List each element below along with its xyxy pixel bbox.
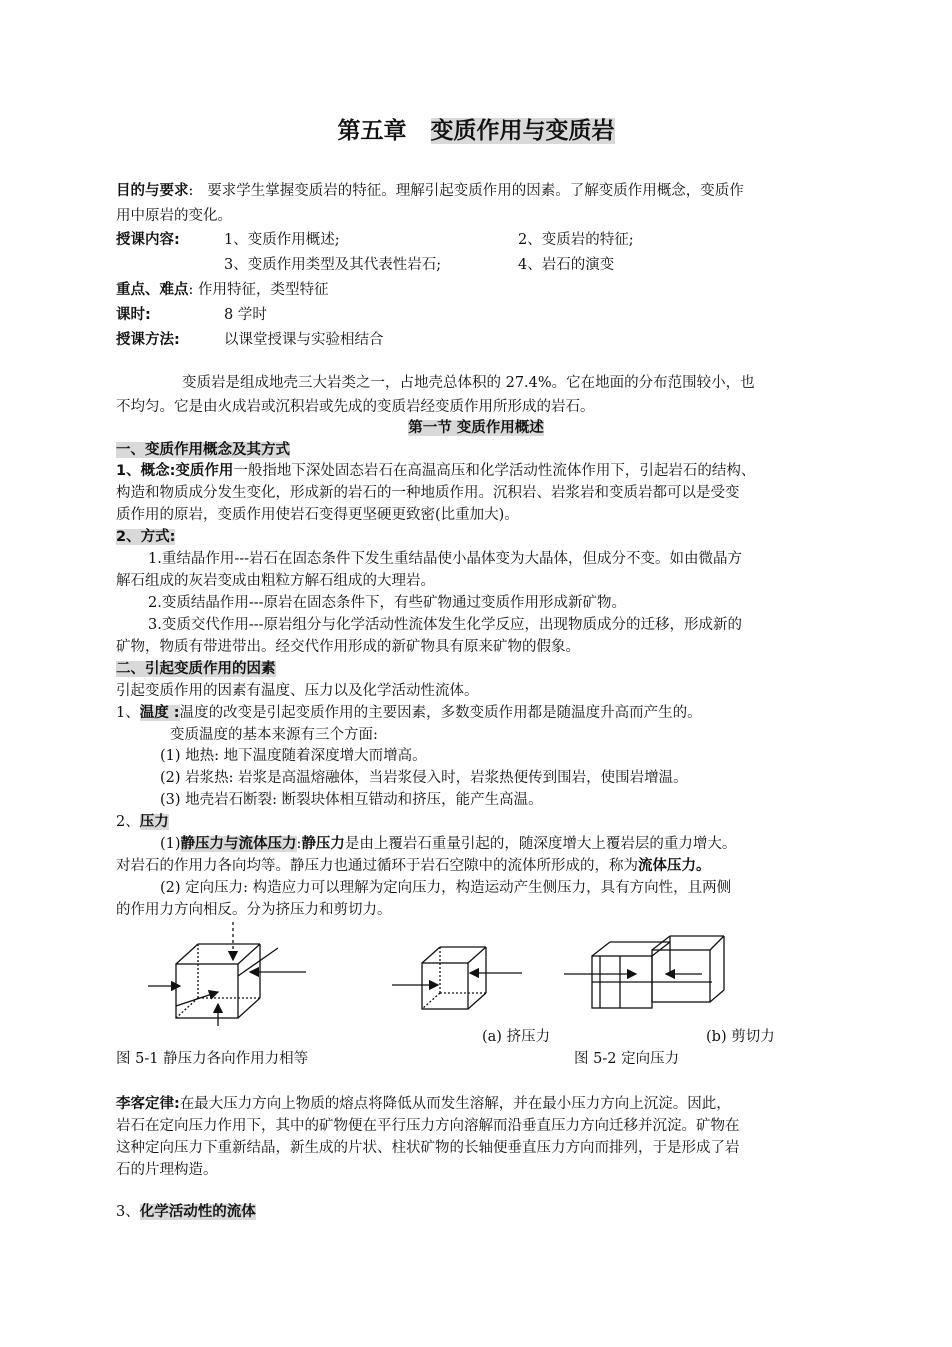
pressure-1-line-1	[160, 833, 736, 855]
riecke-text: 在最大压力方向上物质的熔点将降低从而发生溶解，并在最小压力方向上沉淀。因此，	[179, 1096, 731, 1112]
temp-item-3: (3) 地壳岩石断裂: 断裂块体相互错动和挤压，能产生高温。	[160, 792, 543, 808]
riecke-line-1	[116, 1093, 731, 1115]
fluid-label: 化学活动性的流体	[139, 1204, 256, 1220]
mode-label: 2、方式:	[116, 529, 176, 545]
mode-heading	[116, 526, 175, 548]
sub1-text: 一、变质作用概念及其方式	[116, 442, 290, 458]
sub2-text: 二、引起变质作用的因素	[116, 661, 276, 677]
temp-label: 温度 :	[139, 705, 180, 721]
press-1-label: 静压力与流体压力	[180, 836, 297, 852]
press-1-term: 静压力	[301, 836, 345, 852]
figure-5-2b-shear-diagram	[562, 932, 732, 1012]
content-item-1: 1、变质作用概述;	[224, 232, 340, 248]
key-points	[116, 279, 329, 301]
key-label: 重点、难点	[116, 282, 189, 298]
figure-5-2a-compression-diagram	[390, 935, 525, 1020]
pressure-heading	[116, 811, 169, 833]
riecke-line-4: 石的片理构造。	[116, 1162, 218, 1178]
content-item-4: 4、岩石的演变	[518, 257, 615, 273]
mode-2: 2.变质结晶作用---原岩在固态条件下，有些矿物通过变质作用形成新矿物。	[148, 595, 627, 611]
temp-num: 1、	[116, 705, 140, 721]
pressure-2-line-2: 的作用力方向相反。分为挤压力和剪切力。	[116, 902, 392, 918]
temp-item-2: (2) 岩浆热: 岩浆是高温熔融体，当岩浆侵入时，岩浆热便传到围岩，使围岩增温。	[160, 770, 688, 786]
press-1-line2-text: 对岩石的作用力各向均等。静压力也通过循环于岩石空隙中的流体所形成的，称为	[116, 858, 638, 874]
mode-1-line-2: 解石组成的灰岩变成由粗粒方解石组成的大理岩。	[116, 573, 435, 589]
fluid-num: 3、	[116, 1204, 140, 1220]
content-label: 授课内容:	[116, 232, 180, 248]
temp-source: 变质温度的基本来源有三个方面:	[170, 727, 378, 743]
press-1-num: (1)	[160, 836, 181, 852]
press-1-sep: :	[296, 836, 302, 852]
goal-label: 目的与要求	[116, 183, 189, 199]
section1-heading: 第一节 变质作用概述	[408, 420, 544, 436]
concept-label: 1、概念:	[116, 463, 176, 479]
concept-line-2: 构造和物质成分发生变化，形成新的岩石的一种地质作用。沉积岩、岩浆岩和变质岩都可以是受变	[116, 485, 740, 501]
fig1-caption: 图 5-1 静压力各向作用力相等	[116, 1051, 309, 1067]
press-label: 压力	[139, 814, 169, 830]
riecke-line-3: 这种定向压力下重新结晶，新生成的片状、柱状矿物的长轴便垂直压力方向而排列，于是形成了岩	[116, 1140, 740, 1156]
hours-text: 8 学时	[224, 307, 267, 323]
mode-3-line-1: 3.变质交代作用---原岩组分与化学活动性流体发生化学反应，出现物质成分的迁移，形成新的	[148, 617, 743, 633]
temperature-line	[116, 702, 702, 724]
subheading-2	[116, 658, 276, 680]
content-item-2: 2、变质岩的特征;	[518, 232, 634, 248]
chapter-number: 第五章	[337, 118, 407, 144]
chapter-title	[0, 112, 952, 145]
goal-line-2: 用中原岩的变化。	[116, 208, 232, 224]
pressure-1-line-2	[116, 855, 711, 877]
press-num: 2、	[116, 814, 140, 830]
concept-term: 变质作用	[175, 463, 234, 479]
content-item-3: 3、变质作用类型及其代表性岩石;	[224, 257, 442, 273]
press-1-term2: 流体压力。	[638, 858, 711, 874]
concept-text: 一般指地下深处固态岩石在高温高压和化学活动性流体作用下，引起岩石的结构、	[233, 463, 756, 479]
factors-line: 引起变质作用的因素有温度、压力以及化学活动性流体。	[116, 683, 479, 699]
chapter-name: 变质作用与变质岩	[430, 118, 615, 144]
goal-sep: :	[188, 183, 194, 199]
section-heading	[0, 417, 952, 439]
riecke-line-2: 岩石在定向压力作用下，其中的矿物便在平行压力方向溶解而沿垂直压力方向迁移并沉淀。矿物在	[116, 1118, 740, 1134]
method-text: 以课堂授课与实验相结合	[224, 332, 384, 348]
concept-line-1	[116, 460, 755, 482]
intro-line-2: 不均匀。它是由火成岩或沉积岩或先成的变质岩经变质作用所形成的岩石。	[116, 399, 595, 415]
hours-label: 课时:	[116, 307, 151, 323]
fluid-heading	[116, 1201, 256, 1223]
mode-3-line-2: 矿物，物质有带进带出。经交代作用形成的新矿物具有原来矿物的假象。	[116, 639, 580, 655]
fig2a-label: (a) 挤压力	[482, 1029, 551, 1045]
temp-text: 温度的改变是引起变质作用的主要因素，多数变质作用都是随温度升高而产生的。	[179, 705, 702, 721]
figure-5-1-cube-diagram	[140, 920, 320, 1030]
fig2-caption: 图 5-2 定向压力	[574, 1051, 680, 1067]
pressure-2-line-1: (2) 定向压力: 构造应力可以理解为定向压力，构造运动产生侧压力，具有方向性，且两侧	[160, 880, 732, 896]
temp-item-1: (1) 地热: 地下温度随着深度增大而增高。	[160, 748, 427, 764]
method-label: 授课方法:	[116, 332, 180, 348]
fig2b-label: (b) 剪切力	[706, 1029, 775, 1045]
press-1-text: 是由上覆岩石重量引起的，随深度增大上覆岩层的重力增大。	[344, 836, 737, 852]
goal-line-1	[116, 180, 744, 202]
riecke-label: 李客定律:	[116, 1096, 180, 1112]
mode-1-line-1: 1.重结晶作用---岩石在固态条件下发生重结晶使小晶体变为大晶体，但成分不变。如由微晶方	[148, 551, 743, 567]
intro-line-1: 变质岩是组成地壳三大岩类之一，占地壳总体积的 27.4%。它在地面的分布范围较小，也	[182, 375, 755, 391]
key-text: : 作用特征，类型特征	[188, 282, 329, 298]
concept-line-3: 质作用的原岩，变质作用使岩石变得更坚硬更致密(比重加大)。	[116, 507, 519, 523]
subheading-1	[116, 439, 290, 461]
goal-text: 要求学生掌握变质岩的特征。理解引起变质作用的因素。了解变质作用概念，变质作	[207, 183, 744, 199]
